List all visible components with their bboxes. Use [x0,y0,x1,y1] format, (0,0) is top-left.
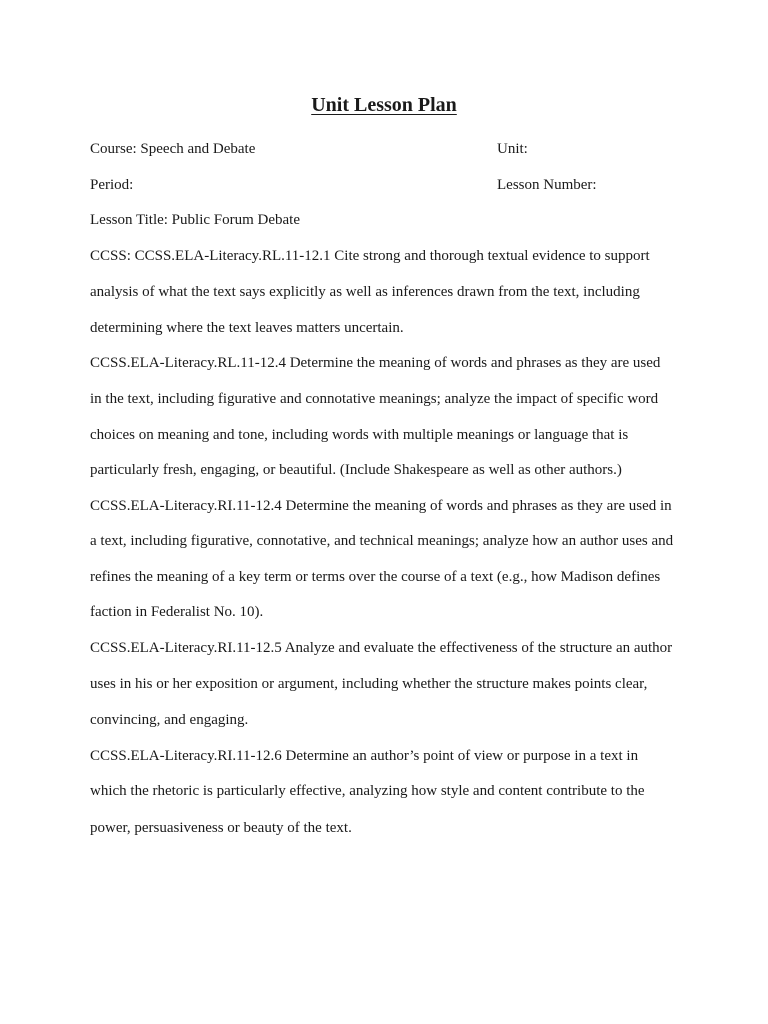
page-title [0,92,768,118]
body-line: particularly fresh, engaging, or beautiful. (Include Shakespeare as well as other authors.) [90,462,622,478]
body-line: CCSS.ELA-Literacy.RI.11-12.4 Determine the meaning of words and phrases as they are used in [90,498,672,514]
body-line: which the rhetoric is particularly effective, analyzing how style and content contribute to the [90,783,645,799]
body-line: power, persuasiveness or beauty of the text. [90,820,352,836]
lesson-number-field: Lesson Number: [497,177,597,193]
body-line: determining where the text leaves matters uncertain. [90,320,404,336]
body-line: refines the meaning of a key term or terms over the course of a text (e.g., how Madison defines [90,569,661,585]
body-line: CCSS.ELA-Literacy.RI.11-12.5 Analyze and evaluate the effectiveness of the structure an author [90,640,673,656]
course-field: Course: Speech and Debate [90,141,256,157]
body-line: CCSS.ELA-Literacy.RI.11-12.6 Determine an author’s point of view or purpose in a text in [90,748,639,764]
lesson-title-field: Lesson Title: Public Forum Debate [90,212,300,228]
body-line: a text, including figurative, connotative, and technical meanings; analyze how an author uses and [90,533,674,549]
body-line: choices on meaning and tone, including words with multiple meanings or language that is [90,427,629,443]
body-line: in the text, including figurative and connotative meanings; analyze the impact of specific word [90,391,659,407]
body-line: CCSS: CCSS.ELA-Literacy.RL.11-12.1 Cite strong and thorough textual evidence to support [90,248,650,264]
unit-field: Unit: [497,141,528,157]
body-line: uses in his or her exposition or argument, including whether the structure makes points clear, [90,676,648,692]
body-line: CCSS.ELA-Literacy.RL.11-12.4 Determine the meaning of words and phrases as they are used [90,355,661,371]
page-title-text: Unit Lesson Plan [311,94,457,116]
body-line: convincing, and engaging. [90,712,249,728]
body-line: faction in Federalist No. 10). [90,604,264,620]
period-field: Period: [90,177,134,193]
body-line: analysis of what the text says explicitly as well as inferences drawn from the text, including [90,284,640,300]
